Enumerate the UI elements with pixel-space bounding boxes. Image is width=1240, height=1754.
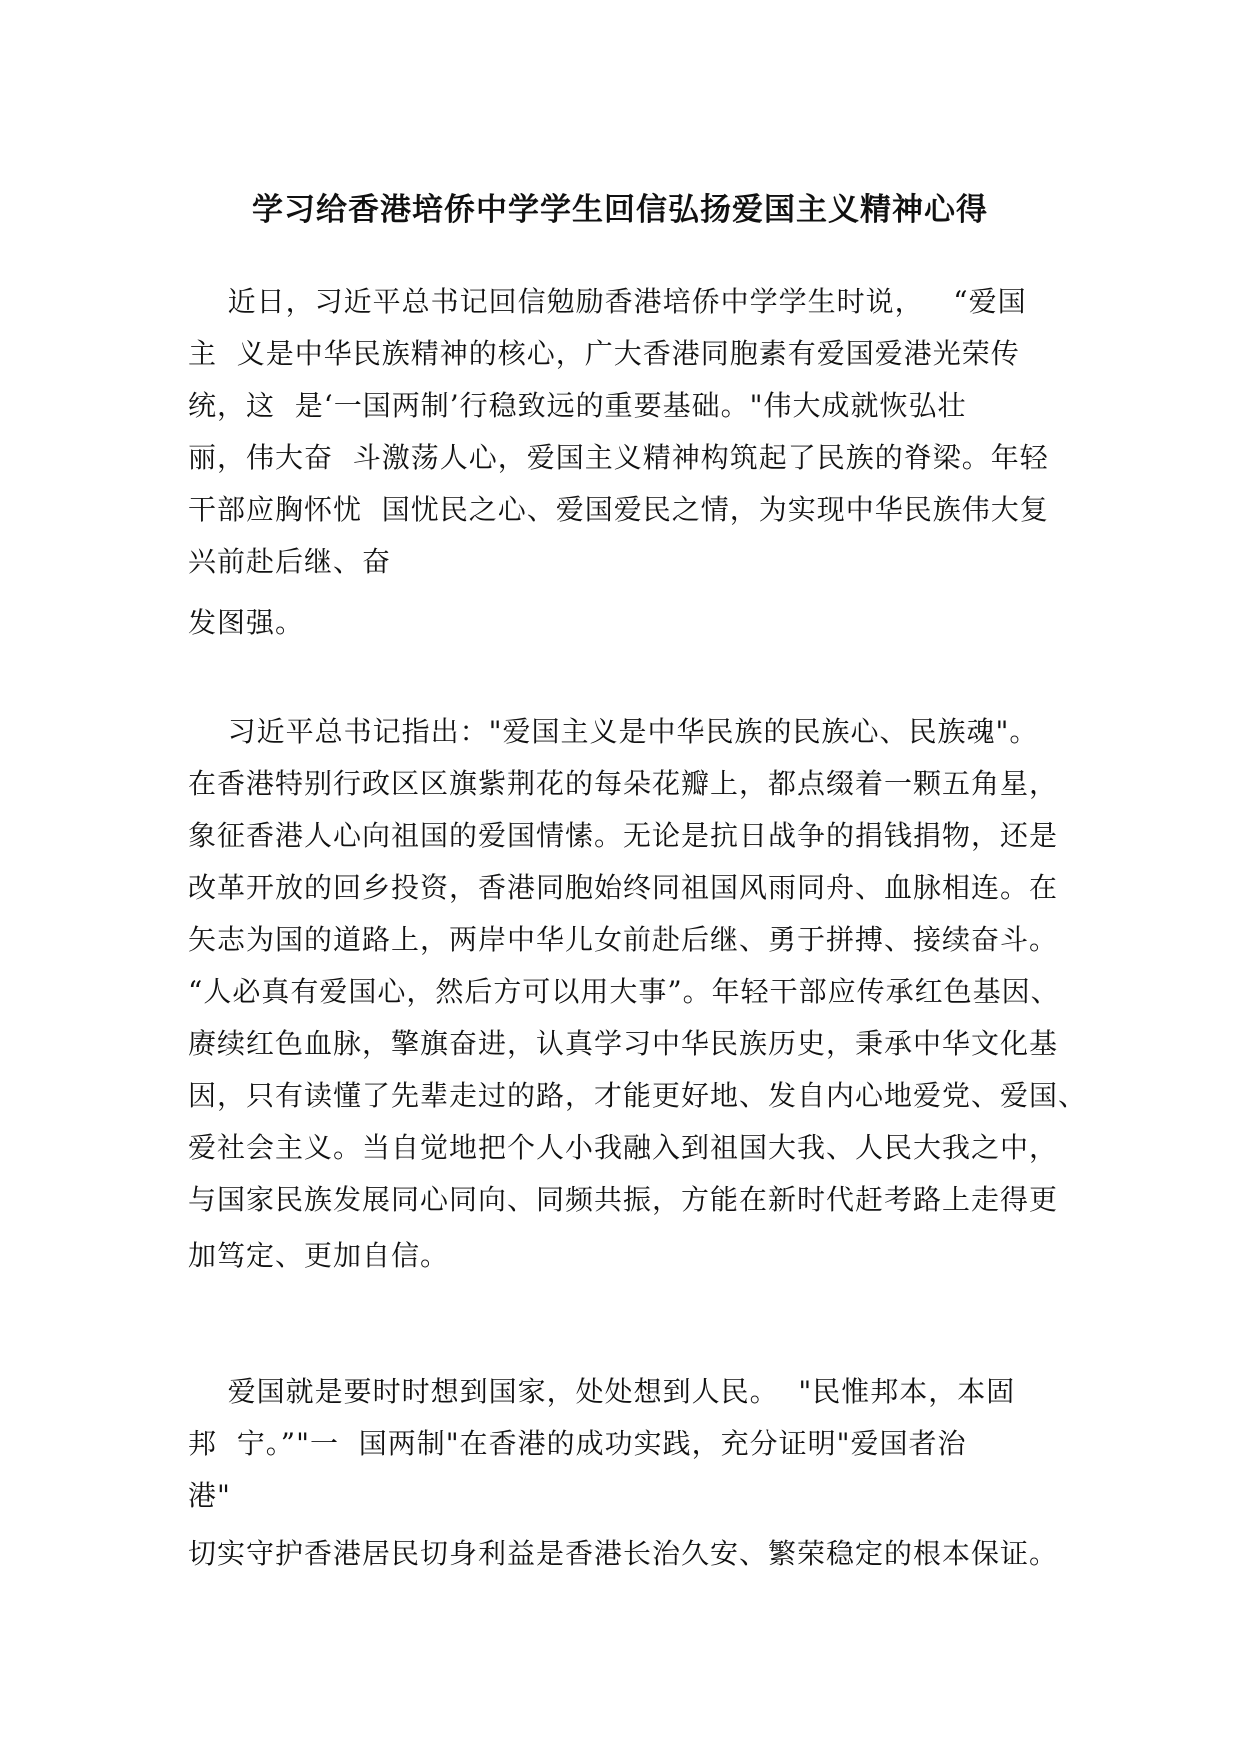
paragraph-3-line-2: 邦 宁。”"一 国两制"在香港的成功实践，充分证明"爱国者治 (188, 1427, 967, 1460)
paragraph-3-line-3: 港" (188, 1479, 231, 1512)
paragraph-2-line-2: 在香港特别行政区区旗紫荆花的每朵花瓣上，都点缀着一颗五角星， (188, 767, 1059, 800)
paragraph-2-line-7: 赓续红色血脉，擎旗奋进，认真学习中华民族历史，秉承中华文化基 (188, 1027, 1059, 1060)
paragraph-2-line-9: 爱社会主义。当自觉地把个人小我融入到祖国大我、人民大我之中， (188, 1131, 1059, 1164)
paragraph-2-line-4: 改革开放的回乡投资，香港同胞始终同祖国风雨同舟、血脉相连。在 (188, 871, 1059, 904)
paragraph-1-line-5: 干部应胸怀忧 国忧民之心、爱国爱民之情，为实现中华民族伟大复 (188, 493, 1049, 526)
paragraph-2-line-5: 矢志为国的道路上，两岸中华儿女前赴后继、勇于拼搏、接续奋斗。 (188, 923, 1059, 956)
paragraph-1-line-7: 发图强。 (188, 606, 305, 639)
paragraph-2-line-11: 加笃定、更加自信。 (188, 1239, 450, 1272)
paragraph-2-line-8: 因，只有读懂了先辈走过的路，才能更好地、发自内心地爱党、爱国、 (188, 1079, 1088, 1112)
paragraph-3-line-4: 切实守护香港居民切身利益是香港长治久安、繁荣稳定的根本保证。 (188, 1537, 1059, 1570)
paragraph-2-line-1: 习近平总书记指出："爱国主义是中华民族的民族心、民族魂"。 (188, 715, 1039, 748)
paragraph-3-line-1: 爱国就是要时时想到国家，处处想到人民。 "民惟邦本，本固 (188, 1375, 1016, 1408)
paragraph-2-line-6: “人必真有爱国心，然后方可以用大事”。年轻干部应传承红色基因、 (188, 975, 1060, 1008)
paragraph-1-line-1: 近日，习近平总书记回信勉励香港培侨中学学生时说， “爱国 (188, 285, 1027, 318)
paragraph-1-line-2: 主 义是中华民族精神的核心，广大香港同胞素有爱国爱港光荣传 (188, 337, 1020, 370)
paragraph-1-line-3: 统，这 是‘一国两制’行稳致远的重要基础。"伟大成就恢弘壮 (188, 389, 967, 422)
paragraph-2-line-10: 与国家民族发展同心同向、同频共振，方能在新时代赶考路上走得更 (188, 1183, 1059, 1216)
paragraph-2-line-3: 象征香港人心向祖国的爱国情愫。无论是抗日战争的捐钱捐物，还是 (188, 819, 1059, 852)
paragraph-1-line-4: 丽，伟大奋 斗激荡人心，爱国主义精神构筑起了民族的脊梁。年轻 (188, 441, 1049, 474)
paragraph-1-line-6: 兴前赴后继、奋 (188, 545, 392, 578)
document-title: 学习给香港培侨中学学生回信弘扬爱国主义精神心得 (252, 192, 988, 228)
